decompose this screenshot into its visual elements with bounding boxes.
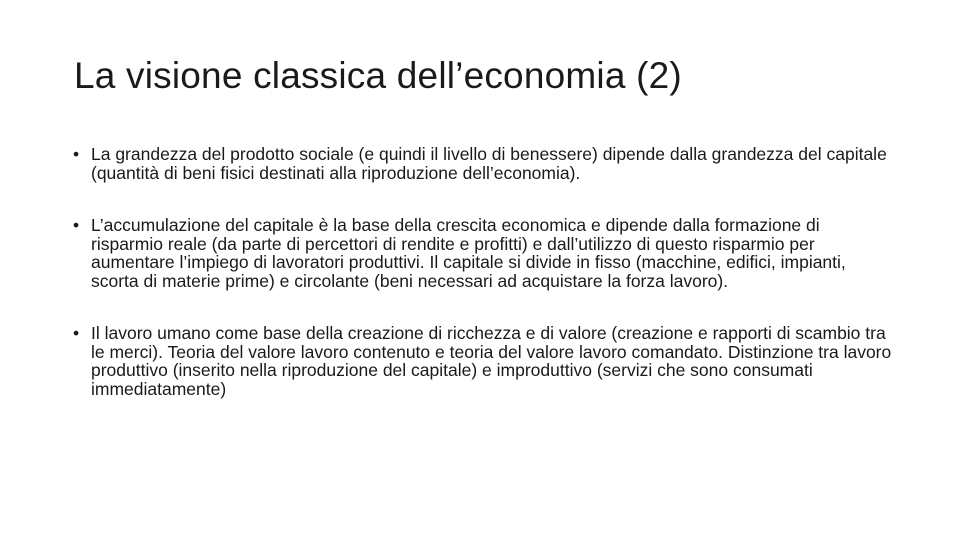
bullet-text: L’accumulazione del capitale è la base della crescita economica e dipende dalla formazione di risparmio reale (da parte di percettori di rendite e profitti) e dall’utilizzo di questo risparmio per aumentare l’impiego di lavoratori produttivi. Il capitale si divide in fisso (macchine, edifici, impianti, scorta di materie prime) e circolante (beni necessari ad acquistare la forza lavoro). xyxy=(91,215,846,291)
bullet-marker: • xyxy=(73,323,80,343)
bullet-item xyxy=(73,216,893,290)
slide-title: La visione classica dell’economia (2) xyxy=(74,55,682,96)
bullet-marker: • xyxy=(73,144,80,164)
bullet-item xyxy=(73,324,893,398)
bullet-marker: • xyxy=(73,215,80,235)
bullet-list xyxy=(73,145,893,398)
bullet-text: Il lavoro umano come base della creazione di ricchezza e di valore (creazione e rapporti di scambio tra le merci). Teoria del valore lavoro contenuto e teoria del valore lavoro comandato. Distinzione tra lavoro produttivo (inserito nella riproduzione del capitale) e improduttivo (servizi che sono consumati immediatamente) xyxy=(91,323,892,399)
bullet-text: La grandezza del prodotto sociale (e quindi il livello di benessere) dipende dalla grandezza del capitale (quantità di beni fisici destinati alla riproduzione dell’economia). xyxy=(91,144,887,183)
bullet-item xyxy=(73,145,893,182)
